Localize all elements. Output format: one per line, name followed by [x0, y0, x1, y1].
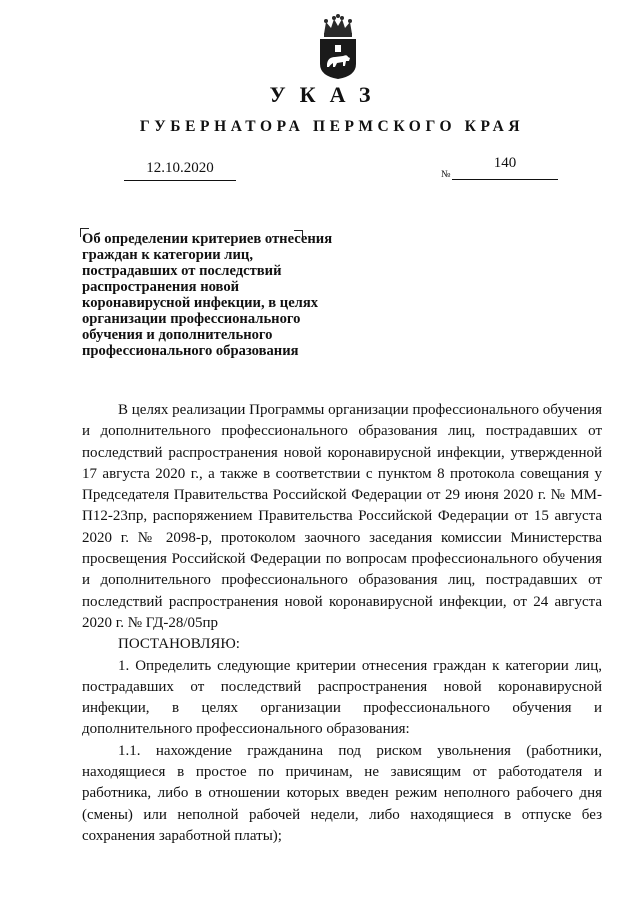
book-icon: [335, 45, 341, 52]
decree-word: ПОСТАНОВЛЯЮ:: [118, 636, 240, 653]
crown-icon: [324, 14, 352, 37]
clause-1: 1. Определить следующие критерии отнесения граждан к категории лиц, пострадавших от последствий распространения новой коронавирусной инфекции, в целях организации профессионального обучения и дополнительного профессионального образования:: [82, 657, 602, 738]
coat-of-arms-icon: [316, 14, 360, 80]
document-body: [82, 400, 602, 847]
clause-1-1: 1.1. нахождение гражданина под риском увольнения (работники, находящиеся в простое по причинам, не зависящим от работодателя и работника, либо в отношении которых введен режим неполного рабочего дня (смены) или неполной рабочей недели, либо находящиеся в отпуске без сохранения заработной платы);: [82, 742, 602, 844]
preamble-paragraph: В целях реализации Программы организации профессионального обучения и дополнительного профессионального образования лиц, пострадавших от последствий распространения новой коронавирусной инфекции, утвержденной 17 августа 2020 г., а также в соответствии с пунктом 8 протокола совещания у Председателя Правительства Российской Федерации от 29 июня 2020 г. № ММ-П12-23пр, распоряжением Правительства Российской Федерации от 15 августа 2020 г. № 2098-р, протоколом заочного заседания комиссии Министерства просвещения Российской Федерации по вопросам профессионального обучения и дополнительного профессионального образования лиц, пострадавших от последствий распространения новой коронавирусной инфекции, от 24 августа 2020 г. № ГД-28/05пр: [82, 402, 602, 631]
document-date: 12.10.2020: [124, 160, 236, 181]
document-number: 140: [452, 155, 558, 180]
document-heading: Об определении критериев отнесения граждан к категории лиц, пострадавших от последствий распространения новой коронавирусной инфекции, в целях организации профессионального обучения и дополнительного профессионального образования: [82, 231, 333, 359]
document-subtitle: ГУБЕРНАТОРА ПЕРМСКОГО КРАЯ: [139, 118, 525, 135]
number-sign: №: [441, 169, 451, 180]
document-title: УКАЗ: [269, 82, 385, 107]
